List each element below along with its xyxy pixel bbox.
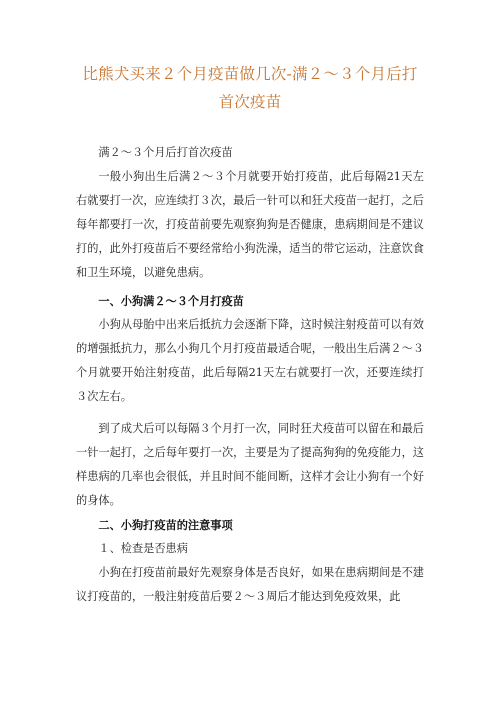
section2-paragraph-1: 小狗在打疫苗前最好先观察身体是否良好，如果在患病期间是不建议打疫苗的，一般注射疫苗后要２～３周后才能达到免疫效果，此 [76, 566, 424, 603]
section1-paragraph-1: 小狗从母胎中出来后抵抗力会逐渐下降，这时候注射疫苗可以有效的增强抵抗力，那么小狗几个月打疫苗最适合呢，一般出生后满２～３个月就要开始注射疫苗，此后每隔21天左右就要打一次，还要连续打３次左右。 [76, 318, 424, 403]
document-page [76, 60, 424, 609]
section-heading-2: 二、小狗打疫苗的注意事项 [98, 518, 233, 532]
document-body [76, 141, 424, 609]
section1-paragraph-2: 到了成犬后可以每隔３个月打一次，同时狂犬疫苗可以留在和最后一针一起打，之后每年要打一次，主要是为了提高狗狗的免疫能力，这样患病的几率也会很低，并且时间不能间断，这样才会让小狗有一个好的身体。 [76, 422, 424, 507]
intro-paragraph: 一般小狗出生后满２～３个月就要开始打疫苗，此后每隔21天左右就要打一次，应连续打３次，最后一针可以和狂犬疫苗一起打，之后每年都要打一次，打疫苗前要先观察狗狗是否健康，患病期间是不建议打的，此外打疫苗后不要经常给小狗洗澡，适当的带它运动，注意饮食和卫生环境，以避免患病。 [76, 170, 424, 279]
section2-subheading: １、检查是否患病 [98, 542, 188, 555]
section-heading-1: 一、小狗满２～３个月打疫苗 [98, 294, 244, 308]
document-title: 比熊犬买来２个月疫苗做几次-满２～３个月后打首次疫苗 [82, 65, 418, 111]
intro-heading: 满２～３个月后打首次疫苗 [98, 146, 233, 159]
